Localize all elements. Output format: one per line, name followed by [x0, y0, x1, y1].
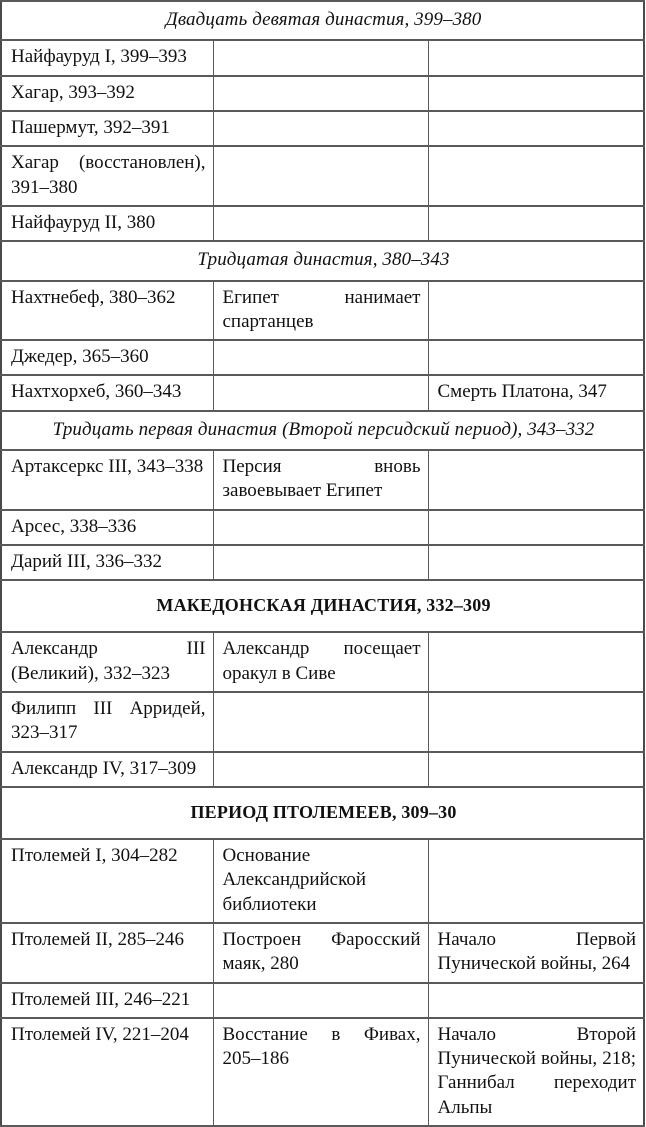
egypt-event-cell: Основание Александрийской библиотеки — [213, 839, 428, 923]
world-event-cell — [428, 752, 644, 787]
section-heading: Тридцатая династия, 380–343 — [1, 241, 644, 280]
section-heading-row — [1, 411, 644, 450]
world-event-cell: Начало Второй Пунической войны, 218; Ганнибал переходит Альпы — [428, 1018, 644, 1126]
table-row — [1, 146, 644, 206]
table-row — [1, 40, 644, 75]
ruler-cell: Нахтнебеф, 380–362 — [1, 281, 213, 341]
table-row — [1, 281, 644, 341]
world-event-cell — [428, 545, 644, 580]
egypt-event-cell — [213, 375, 428, 410]
egypt-event-cell — [213, 983, 428, 1018]
world-event-cell — [428, 76, 644, 111]
world-event-cell — [428, 839, 644, 923]
chronology-table-body — [1, 1, 644, 1126]
ruler-cell: Хагар, 393–392 — [1, 76, 213, 111]
egypt-event-cell: Александр посещает оракул в Сиве — [213, 632, 428, 692]
ruler-cell: Хагар (восстановлен), 391–380 — [1, 146, 213, 206]
table-row — [1, 839, 644, 923]
ruler-cell: Александр IV, 317–309 — [1, 752, 213, 787]
ruler-cell: Арсес, 338–336 — [1, 510, 213, 545]
ruler-cell: Птолемей IV, 221–204 — [1, 1018, 213, 1126]
world-event-cell: Начало Первой Пунической войны, 264 — [428, 923, 644, 983]
world-event-cell — [428, 510, 644, 545]
egypt-event-cell: Египет нанимает спартанцев — [213, 281, 428, 341]
section-heading-row — [1, 1, 644, 40]
table-row — [1, 545, 644, 580]
egypt-event-cell — [213, 40, 428, 75]
egypt-event-cell — [213, 545, 428, 580]
world-event-cell — [428, 281, 644, 341]
table-row — [1, 510, 644, 545]
egypt-event-cell — [213, 146, 428, 206]
section-heading: МАКЕДОНСКАЯ ДИНАСТИЯ, 332–309 — [1, 580, 644, 632]
table-row — [1, 206, 644, 241]
world-event-cell: Смерть Платона, 347 — [428, 375, 644, 410]
ruler-cell: Дарий III, 336–332 — [1, 545, 213, 580]
world-event-cell — [428, 111, 644, 146]
ruler-cell: Птолемей III, 246–221 — [1, 983, 213, 1018]
section-heading: Тридцать первая династия (Второй персидский период), 343–332 — [1, 411, 644, 450]
section-heading-row — [1, 241, 644, 280]
world-event-cell — [428, 450, 644, 510]
table-row — [1, 111, 644, 146]
egypt-event-cell — [213, 76, 428, 111]
table-row — [1, 752, 644, 787]
ruler-cell: Филипп III Арридей, 323–317 — [1, 692, 213, 752]
table-row — [1, 692, 644, 752]
ruler-cell: Александр III (Великий), 332–323 — [1, 632, 213, 692]
ruler-cell: Птолемей II, 285–246 — [1, 923, 213, 983]
table-row — [1, 923, 644, 983]
ruler-cell: Джедер, 365–360 — [1, 340, 213, 375]
table-row — [1, 340, 644, 375]
egypt-event-cell — [213, 111, 428, 146]
section-heading: ПЕРИОД ПТОЛЕМЕЕВ, 309–30 — [1, 787, 644, 839]
ruler-cell: Птолемей I, 304–282 — [1, 839, 213, 923]
ruler-cell: Нахтхорхеб, 360–343 — [1, 375, 213, 410]
table-row — [1, 375, 644, 410]
egypt-event-cell — [213, 206, 428, 241]
section-heading: Двадцать девятая династия, 399–380 — [1, 1, 644, 40]
egypt-event-cell — [213, 752, 428, 787]
egypt-event-cell — [213, 340, 428, 375]
world-event-cell — [428, 206, 644, 241]
ruler-cell: Артаксеркс III, 343–338 — [1, 450, 213, 510]
world-event-cell — [428, 146, 644, 206]
egypt-event-cell: Восстание в Фивах, 205–186 — [213, 1018, 428, 1126]
egypt-event-cell — [213, 692, 428, 752]
table-row — [1, 450, 644, 510]
world-event-cell — [428, 340, 644, 375]
world-event-cell — [428, 692, 644, 752]
world-event-cell — [428, 40, 644, 75]
world-event-cell — [428, 632, 644, 692]
ruler-cell: Пашермут, 392–391 — [1, 111, 213, 146]
egypt-event-cell: Персия вновь завоевывает Египет — [213, 450, 428, 510]
egypt-event-cell: Построен Фаросский маяк, 280 — [213, 923, 428, 983]
ruler-cell: Найфауруд I, 399–393 — [1, 40, 213, 75]
table-row — [1, 632, 644, 692]
table-row — [1, 983, 644, 1018]
world-event-cell — [428, 983, 644, 1018]
egypt-event-cell — [213, 510, 428, 545]
table-row — [1, 1018, 644, 1126]
ruler-cell: Найфауруд II, 380 — [1, 206, 213, 241]
section-heading-row — [1, 787, 644, 839]
section-heading-row — [1, 580, 644, 632]
table-row — [1, 76, 644, 111]
